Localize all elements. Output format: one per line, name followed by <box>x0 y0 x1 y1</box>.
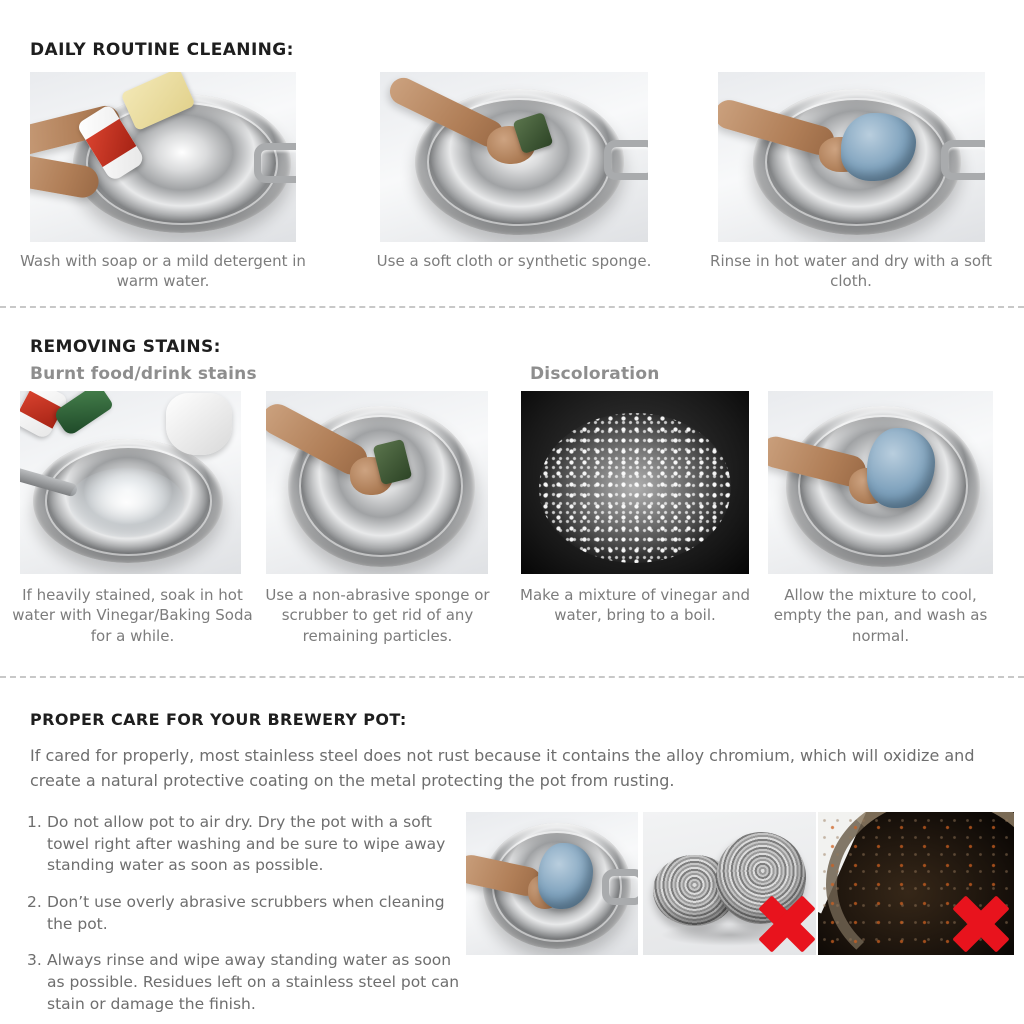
section-heading-removing-stains: REMOVING STAINS: <box>30 337 221 357</box>
photo-non-abrasive-scrubber <box>266 391 488 574</box>
list-text: Don’t use overly abrasive scrubbers when cleaning the pot. <box>47 893 445 933</box>
pan-handle <box>254 143 296 183</box>
list-number: 2. <box>27 893 42 912</box>
photo-soft-cloth-or-sponge <box>380 72 648 242</box>
water-illustration <box>69 468 184 538</box>
prohibited-x-icon <box>954 897 1008 951</box>
list-number: 1. <box>27 813 42 831</box>
boiling-water-illustration <box>539 413 731 563</box>
photo-wash-with-detergent <box>30 72 296 242</box>
care-tip-3 <box>27 950 465 1015</box>
subheading-discoloration: Discoloration <box>530 364 660 384</box>
subheading-burnt-food-drink-stains: Burnt food/drink stains <box>30 364 257 384</box>
care-tip-2 <box>27 892 465 935</box>
caption-soft-cloth-sponge: Use a soft cloth or synthetic sponge. <box>376 252 652 270</box>
kettle <box>166 393 232 455</box>
care-tips-list <box>27 812 465 1016</box>
care-tip-1 <box>27 812 465 877</box>
caption-cool-and-wash: Allow the mixture to cool, empty the pan, and wash as normal. <box>773 586 988 645</box>
pan-handle <box>941 140 985 180</box>
list-text: Always rinse and wipe away standing water as soon as possible. Residues left on a stainless steel pot can stain or damage the finish. <box>47 951 460 1013</box>
list-number: 3. <box>27 951 42 970</box>
photo-steel-wool-prohibited <box>643 812 816 955</box>
care-intro-paragraph: If cared for properly, most stainless steel does not rust because it contains the alloy chromium, which will oxidize and create a natural protective coating on the metal protecting the pot from rusting. <box>30 746 975 790</box>
prohibited-x-icon <box>760 897 814 951</box>
caption-rinse-hot-water: Rinse in hot water and dry with a soft cloth. <box>710 252 992 291</box>
photo-dry-with-towel <box>466 812 638 955</box>
photo-rinse-and-dry <box>718 72 985 242</box>
caption-boil-mixture: Make a mixture of vinegar and water, bring to a boil. <box>520 586 750 625</box>
section-divider <box>0 676 1024 678</box>
section-heading-proper-care: PROPER CARE FOR YOUR BREWERY POT: <box>30 710 407 729</box>
photo-soak-vinegar-baking-soda <box>20 391 241 574</box>
section-divider <box>0 306 1024 308</box>
pan-handle <box>604 140 648 180</box>
caption-soak-vinegar: If heavily stained, soak in hot water with Vinegar/Baking Soda for a while. <box>12 586 253 645</box>
caption-non-abrasive: Use a non-abrasive sponge or scrubber to get rid of any remaining particles. <box>265 586 490 645</box>
section-heading-daily-routine-cleaning: DAILY ROUTINE CLEANING: <box>30 40 294 60</box>
caption-wash-with-soap: Wash with soap or a mild detergent in warm water. <box>20 252 306 291</box>
list-text: Do not allow pot to air dry. Dry the pot with a soft towel right after washing and be sure to wipe away standing water as soon as possible. <box>47 813 446 875</box>
photo-boiling-mixture <box>521 391 749 574</box>
photo-cool-empty-wash <box>768 391 993 574</box>
pan-handle <box>602 869 638 905</box>
photo-burnt-pot-prohibited <box>818 812 1014 955</box>
